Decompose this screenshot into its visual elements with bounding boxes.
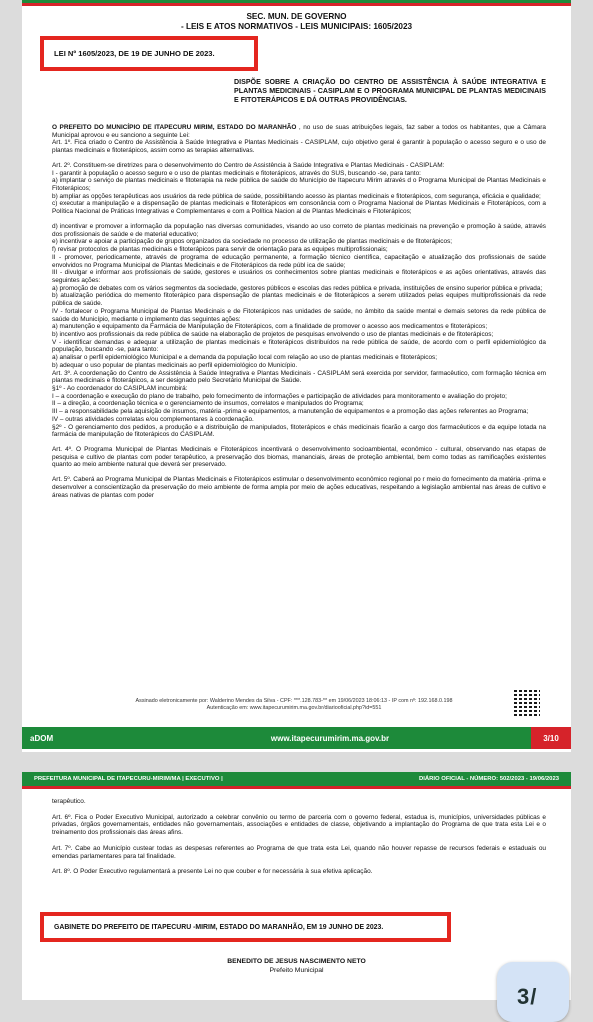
paragraph-gap xyxy=(52,837,546,845)
paragraph: II – a direção, a coordenação técnica e o gerenciamento de insumos, correlatos e manipulados do Programa; xyxy=(52,400,364,408)
paragraph: §2º - O gerenciamento dos pedidos, a produção e a distribuição de manipulados, fitoterápicos e chás medicinais ficarão a cargo dos farmacêuticos e da equipe lotada na farmácia de manipulação de fitoterápicos do CASIPLAM. xyxy=(52,423,546,439)
paragraph: c) executar a manipulação e a dispensação de plantas medicinais e fitoterápicos em consonância com o Programa Nacional de Plantas Medicinais e Fitoterápicos, com a Política Nacional de Práticas Integrativas e Complementares e com a Política Nacion al de Plantas Medicinais e Fitoterápicos; xyxy=(52,200,546,216)
paragraph-gap xyxy=(52,860,546,868)
paragraph: I - garantir à população o acesso seguro e o uso de plantas medicinais e fitoterápicos, através do SUS, buscando -se, para tanto: xyxy=(52,169,421,177)
paragraph: b) atualização periódica do memento fitoterápico para dispensação de plantas medicinais e de fitoterápicos a serem utilizados pelas equipes multiprofissionais da rede pública de saúde. xyxy=(52,292,546,308)
header-left: PREFEITURA MUNICIPAL DE ITAPECURU-MIRIM/MA | EXECUTIVO | xyxy=(34,776,223,782)
page-header xyxy=(22,772,571,786)
paragraph-gap xyxy=(52,469,546,476)
paragraph: a) analisar o perfil epidemiológico Municipal e a demanda da população local com relação ao uso de plantas medicinais e fitoterápicos; xyxy=(52,354,438,362)
qr-code-icon[interactable] xyxy=(514,690,540,716)
gabinete-line: GABINETE DO PREFEITO DE ITAPECURU -MIRIM, ESTADO DO MARANHÃO, EM 19 JUNHO DE 2023. xyxy=(54,923,384,931)
paragraph: III - divulgar e informar aos profissionais de saúde, gestores e usuários os conhecimentos sobre plantas medicinais e fitoterápicos e as ações orientativas, através das seguintes ações: xyxy=(52,269,546,284)
paragraph: f) revisar protocolos de plantas medicinais e fitoterápicos para servir de orientação para as equipes multiprofissionais; xyxy=(52,246,388,254)
gabinete-box xyxy=(40,912,451,942)
header-right: DIÁRIO OFICIAL - NÚMERO: 502/2023 - 19/06/2023 xyxy=(418,776,559,782)
paragraph: II - promover, periodicamente, através de programa de educação permanente, a formação técnico científica, capacitação e atualização dos profissionais de saúde envolvidos no Programa Municipal de Plantas Medicinais e de Fitoterápicos da rede públ ica de saúde; xyxy=(52,253,546,269)
footer-brand: aDOM xyxy=(30,733,54,743)
signer-role: Prefeito Municipal xyxy=(269,967,324,974)
law-title-box xyxy=(40,36,258,71)
document-page-1 xyxy=(22,0,571,752)
paragraph: IV - fortalecer o Programa Municipal de Plantas Medicinais e de Fitoterápicos nas unidades de saúde, no âmbito da saúde mental e demais setores da rede pública de saúde do Município, mediante o implemento das seguintes ações: xyxy=(52,307,546,323)
page-indicator-text: 3/ xyxy=(517,984,538,1009)
paragraph: Art. 7º. Cabe ao Município custear todas as despesas referentes ao Programa de que trata esta Lei, quando não houver repasse de recursos federais e estaduais ou emendas parlamentares para tal finalidade. xyxy=(52,844,546,860)
section-subtitle: - LEIS E ATOS NORMATIVOS - LEIS MUNICIPAIS: 1605/2023 xyxy=(180,22,413,31)
paragraph: Art. 8º. O Poder Executivo regulamentará a presente Lei no que couber e for necessária à sua efetiva aplicação. xyxy=(52,868,373,876)
paragraph: b) incentivo aos profissionais da rede pública de saúde na elaboração de projetos de pesquisas envolvendo o uso de plantas medicinais e de fitoterápicos; xyxy=(52,330,494,338)
law-summary: DISPÕE SOBRE A CRIAÇÃO DO CENTRO DE ASSISTÊNCIA À SAÚDE INTEGRATIVA E PLANTAS MEDICINAIS - CASIPLAM E O PROGRAMA MUNICIPAL DE PLANTAS MEDICINAIS E FITOTERÁPICOS E DÁ OUTRAS PROVIDÊNCIAS. xyxy=(234,78,546,105)
paragraph: III – a responsabilidade pela aquisição de insumos, matéria -prima e equipamentos, a manutenção de equipamentos e a promoção das ações referentes ao Programa; xyxy=(52,408,529,416)
document-page-2 xyxy=(22,772,571,1000)
electronic-signature xyxy=(82,698,506,712)
page-footer xyxy=(22,727,571,749)
paragraph: b) adequar o uso popular de plantas medicinais ao perfil epidemiológico do Município. xyxy=(52,361,298,369)
paragraph: terapêutico. xyxy=(52,798,86,805)
signer-name: BENEDITO DE JESUS NASCIMENTO NETO xyxy=(227,958,366,965)
footer-url-link[interactable]: www.itapecurumirim.ma.gov.br xyxy=(270,733,390,743)
paragraph: I – a coordenação e execução do plano de trabalho, pelo fornecimento de informações e participação de atividades para monitoramento e avaliação do projeto; xyxy=(52,392,507,400)
paragraph: V - identificar demandas e adequar a utilização de plantas medicinais e fitoterápicos distribuídos na rede pública de saúde, de acordo com o perfil epidemiológico da população, buscando -se, para tanto: xyxy=(52,338,546,354)
paragraph-gap xyxy=(52,155,546,162)
paragraph: d) incentivar e promover a informação da população nas diversas comunidades, visando ao uso correto de plantas medicinais na prevenção e promoção à saúde, através dos profissionais de saúde e de material educativo; xyxy=(52,222,546,238)
paragraph: IV – outras atividades correlatas e/ou complementares à coordenação. xyxy=(52,415,254,423)
authentication-line: Autenticação em: www.itapecurumirim.ma.gov.br/diariooficial.php?id=551 xyxy=(206,705,382,711)
paragraph: Art. 4º. O Programa Municipal de Plantas Medicinais e Fitoterápicos incentivará o desenvolvimento socioambiental, econômico - cultural, observando nas etapas de pesquisa e cultivo de plantas com poder terapêutico, a preservação dos biomas, mananciais, áreas de proteção ambiental, bem como todas as ramificações existentes quanto ao meio ambiente natural que deverá ser preservado. xyxy=(52,446,546,469)
paragraph: a) manutenção e equipamento da Farmácia de Manipulação de Fitoterápicos, com a finalidade de promover o acesso aos medicamentos e fitoterápicos; xyxy=(52,323,488,331)
paragraph-gap xyxy=(52,216,546,223)
paragraph: Art. 2º. Constituem-se diretrizes para o desenvolvimento do Centro de Assistência à Saúde Integrativa e Plantas Medicinais - CASIPLAM: xyxy=(52,161,445,169)
top-stripe-red xyxy=(22,3,571,6)
signature-line: Assinado eletronicamente por: Walderino Mendes da Silva - CPF: ***.128.783-** em 19/06/2023 18:06:13 - IP com nº: 192.168.0.198 xyxy=(135,698,453,704)
paragraph: Art. 1º. Fica criado o Centro de Assistência à Saúde Integrativa e Plantas Medicinais - CASIPLAM, cujo objetivo geral é garantir à população o acesso seguro e o uso de plantas medicinais e fitoterápicos, assim como as terapias alternativas. xyxy=(52,139,546,155)
paragraph: Art. 6º. Fica o Poder Executivo Municipal, autorizado a celebrar convênio ou termo de parceria com o governo federal, estadua is, municípios, universidades públicas e privadas, órgãos governamentais, entidades não governamentais, associações e entidades de classe, objetivando a implantação do Programa de que trata esta Lei e o treinamento dos profissionais das áreas afins. xyxy=(52,813,546,837)
paragraph: §1º - Ao coordenador do CASIPLAM incumbirá: xyxy=(52,385,188,392)
paragraph: b) ampliar as opções terapêuticas aos usuários da rede pública de saúde, possibilitando acesso às plantas medicinais e fitoterápicos, com segurança, eficácia e qualidade; xyxy=(52,192,541,200)
header-stripe-red xyxy=(22,786,571,789)
law-title: LEI Nº 1605/2023, DE 19 DE JUNHO DE 2023. xyxy=(54,49,215,58)
paragraph: Art. 5º. Caberá ao Programa Municipal de Plantas Medicinais e Fitoterápicos estimular o desenvolvimento econômico regional po r meio do fornecimento da matéria -prima e desenvolver a conscientização da preservação do meio ambiente de forma ampla por meio de ações educativas, respeitando a legislação ambiental nas áreas de cultivo e áreas nativas de plantas com poder xyxy=(52,476,546,499)
page-number: 3/10 xyxy=(531,727,571,749)
page-indicator-button[interactable] xyxy=(497,962,569,1022)
law-body xyxy=(52,124,546,499)
paragraph: a) promoção de debates com os vários segmentos da sociedade, gestores públicos e escolas das redes pública e privada, instituições de ensino superior pública e privada; xyxy=(52,284,543,292)
paragraph: a) implantar o serviço de plantas medicinais e fitoterapia na rede pública de saúde do Município de Itapecuru Mirim através d o Programa Municipal de Plantas Medicinais e Fitoterápicos; xyxy=(52,177,546,193)
section-title: SEC. MUN. DE GOVERNO xyxy=(246,12,347,21)
paragraph: O PREFEITO DO MUNICÍPIO DE ITAPECURU MIRIM, ESTADO DO MARANHÃO , no uso de suas atribuições legais, faz saber a todos os habitantes, que a Câmara Municipal aprovou e eu sanciono a seguinte Lei: xyxy=(52,124,546,139)
paragraph-gap xyxy=(52,439,546,446)
paragraph: Art. 3º. A coordenação do Centro de Assistência à Saúde Integrativa e Plantas Medicinais - CASIPLAM será exercida por servidor, farmacêutico, com formação técnica em plantas medicinais e fitoterápicos, a ser designado pelo Secretário Municipal de Saúde. xyxy=(52,369,546,385)
law-body-continued xyxy=(52,798,546,876)
paragraph-gap xyxy=(52,806,546,814)
paragraph: e) incentivar e apoiar a participação de grupos organizados da sociedade no processo de utilização de plantas medicinais e de fitoterápicos; xyxy=(52,238,453,246)
